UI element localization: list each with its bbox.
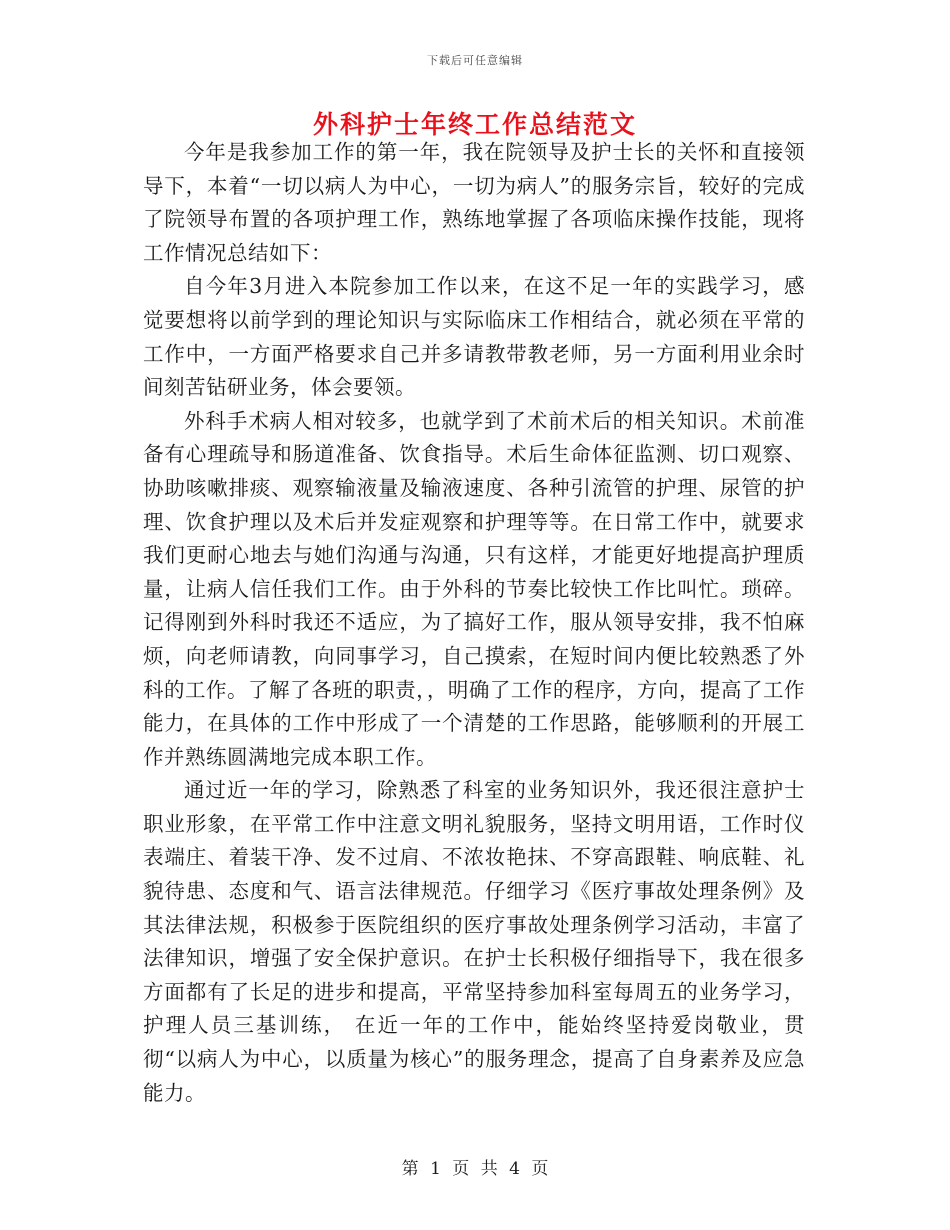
- paragraph-learning: 自今年3月进入本院参加工作以来，在这不足一年的实践学习，感觉要想将以前学到的理论知识与实际临床工作相结合，就必须在平常的工作中，一方面严格要求自己并多请教带教老师，另一方面利用业余时间刻苦钻研业务，体会要领。: [143, 274, 805, 400]
- page-header-note: 下载后可任意编辑: [427, 54, 523, 67]
- paragraph-intro: 今年是我参加工作的第一年，我在院领导及护士长的关怀和直接领导下，本着“一切以病人为中心，一切为病人”的服务宗旨，较好的完成了院领导布置的各项护理工作，熟练地掌握了各项临床操作技能，现将工作情况总结如下：: [143, 140, 805, 265]
- document-title: 外科护士年终工作总结范文: [312, 110, 637, 139]
- paragraph-professional-image: 通过近一年的学习，除熟悉了科室的业务知识外，我还很注意护士职业形象，在平常工作中注意文明礼貌服务，坚持文明用语，工作时仪表端庄、着装干净、发不过肩、不浓妆艳抹、不穿高跟鞋、响底鞋、礼貌待患、态度和气、语言法律规范。仔细学习《医疗事故处理条例》及其法律法规，积极参于医院组织的医疗事故处理条例学习活动，丰富了法律知识，增强了安全保护意识。在护士长积极仔细指导下，我在很多方面都有了长足的进步和提高，平常坚持参加科室每周五的业务学习，护理人员三基训练， 在近一年的工作中，能始终坚持爱岗敬业，贯彻“以病人为中心，以质量为核心”的服务理念，提高了自身素养及应急能力。: [143, 778, 805, 1105]
- paragraph-surgical-care: 外科手术病人相对较多，也就学到了术前术后的相关知识。术前准备有心理疏导和肠道准备、饮食指导。术后生命体征监测、切口观察、协助咳嗽排痰、观察输液量及输液速度、各种引流管的护理、尿管的护理、饮食护理以及术后并发症观察和护理等等。在日常工作中，就要求我们更耐心地去与她们沟通与沟通，只有这样，才能更好地提高护理质量，让病人信任我们工作。由于外科的节奏比较快工作比叫忙。琐碎。记得刚到外科时我还不适应，为了搞好工作，服从领导安排，我不怕麻烦，向老师请教，向同事学习，自己摸索，在短时间内便比较熟悉了外科的工作。了解了各班的职责，，明确了工作的程序，方向，提高了工作能力，在具体的工作中形成了一个清楚的工作思路，能够顺利的开展工作并熟练圆满地完成本职工作。: [143, 408, 805, 769]
- document-body: [143, 136, 805, 1110]
- page-number: 第 1 页 共 4 页: [401, 1159, 549, 1179]
